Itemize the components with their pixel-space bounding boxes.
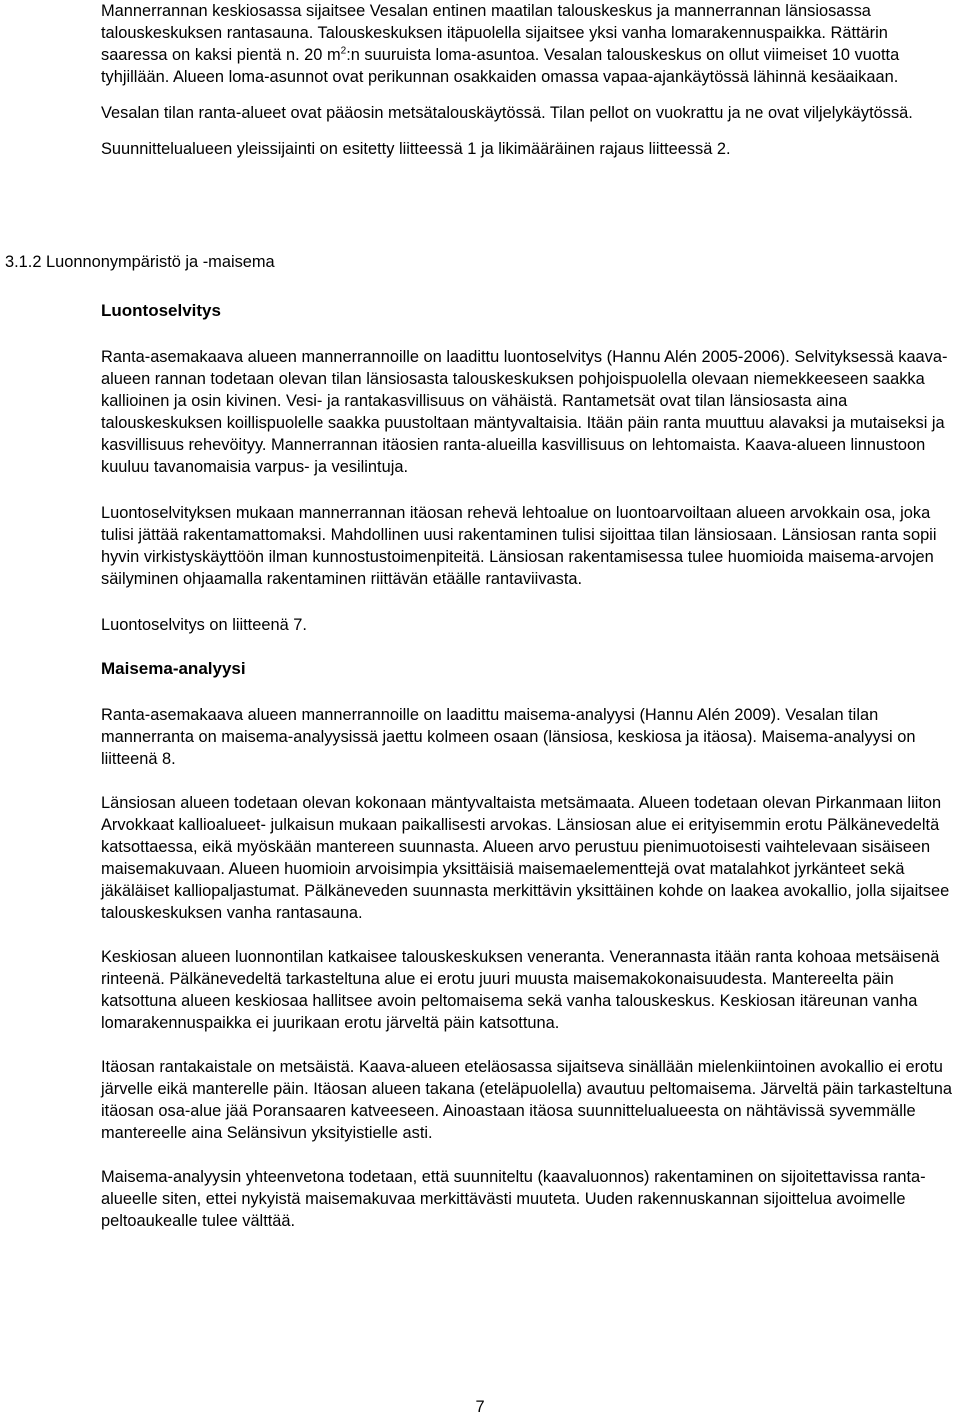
- section-body: [101, 300, 956, 1232]
- maisema-paragraph-1: Ranta-asemakaava alueen mannerrannoille on laadittu maisema-analyysi (Hannu Alén 2009). Vesalan tilan mannerranta on maisema-analyysissä jaettu kolmeen osaan (länsiosa, keskiosa ja itäosa). Maisema-analyysi on liitteenä 8.: [101, 706, 916, 768]
- intro-block: [101, 0, 956, 160]
- maisema-heading: Maisema-analyysi: [101, 659, 246, 678]
- intro-paragraph-1: Mannerrannan keskiosassa sijaitsee Vesalan entinen maatilan talouskeskus ja mannerrannan länsiosassa talouskeskuksen rantasauna. Talouskeskuksen itäpuolella sijaitsee yksi vanha lomarakennuspaikka. Rättärin saaressa on kaksi pientä n. 20 $m^2:n$ suuruista loma-asuntoa. Vesalan talouskeskus on ollut viimeiset 10 vuotta tyhjillään. Alueen loma-asunnot ovat perikunnan osakkaiden omassa vapaa-ajankäytössä lähinnä kesäaikaan.: [101, 2, 900, 86]
- maisema-paragraph-4: Itäosan rantakaistale on metsäistä. Kaava-alueen eteläosassa sijaitseva sinällään mielenkiintoinen avokallio ei erotu järvelle eikä manterelle päin. Itäosan alueen takana (eteläpuolella) avautuu peltomaisema. Järveltä päin tarkasteltuna itäosan osa-alue jää Poransaaren katveeseen. Ainoastaan itäosa suunnittelualueesta on nähtävissä syvemmälle mantereelle aina Selänsivun yksityistielle asti.: [101, 1058, 953, 1142]
- page-number: 7: [475, 1398, 485, 1416]
- luontoselvitys-heading: Luontoselvitys: [101, 301, 221, 320]
- luontoselvitys-paragraph-2: Luontoselvityksen mukaan mannerrannan itäosan rehevä lehtoalue on luontoarvoiltaan alueen arvokkain osa, joka tulisi jättää rakentamattomaksi. Mahdollinen uusi rakentaminen tulisi sijoittaa tilan länsiosaan. Länsiosan ranta sopii hyvin virkistyskäyttöön ilman kunnostustoimenpiteitä. Länsiosan rakentamisessa tulee huomioida maisema-arvojen säilyminen ohjaamalla rakentaminen riittävän etäälle rantaviivasta.: [101, 504, 937, 588]
- maisema-paragraph-2: Länsiosan alueen todetaan olevan kokonaan mäntyvaltaista metsämaata. Alueen todetaan olevan Pirkanmaan liiton Arvokkaat kallioalueet- julkaisun mukaan paikallisesti arvokas. Länsiosan alue ei erityisemmin erotu Pälkänevedeltä katsottaessa, eikä myöskään mantereen suunnasta. Alueen arvo perustuu pienimuotoisesti vaihtelevaan sisäiseen maisemakuvaan. Alueen huomioin arvoisimpia yksittäisiä maisemaelementtejä ovat matalahkot jyrkänteet sekä jäkäläiset kalliopaljastumat. Pälkäneveden suunnasta merkittävin yksittäinen kohde on laakea avokallio, jolla sijaitsee talouskeskuksen vanha rantasauna.: [101, 794, 950, 922]
- intro-paragraph-2: Vesalan tilan ranta-alueet ovat pääosin metsätalouskäytössä. Tilan pellot on vuokrattu ja ne ovat viljelykäytössä.: [101, 104, 913, 122]
- luontoselvitys-paragraph-3: Luontoselvitys on liitteenä 7.: [101, 616, 307, 634]
- maisema-paragraph-3: Keskiosan alueen luonnontilan katkaisee talouskeskuksen veneranta. Venerannasta itään ranta kohoaa metsäisenä rinteenä. Pälkänevedeltä tarkasteltuna alue ei erotu juuri muusta maisemakokonaisuudesta. Mantereelta päin katsottuna alueen keskiosaa hallitsee avoin peltomaisema sekä vanha talouskeskus. Keskiosan itäreunan vanha lomarakennuspaikka ei juurikaan erotu järveltä päin katsottuna.: [101, 948, 940, 1032]
- section-title: 3.1.2 Luonnonympäristö ja -maisema: [5, 253, 275, 271]
- intro-paragraph-3: Suunnittelualueen yleissijainti on esitetty liitteessä 1 ja likimääräinen rajaus liitteessä 2.: [101, 140, 731, 158]
- maisema-paragraph-5: Maisema-analyysin yhteenvetona todetaan, että suunniteltu (kaavaluonnos) rakentaminen on sijoitettavissa ranta-alueelle siten, ettei nykyistä maisemakuvaa merkittävästi muuteta. Uuden rakennuskannan sijoittelua avoimelle peltoaukealle tulee välttää.: [101, 1168, 926, 1230]
- luontoselvitys-paragraph-1: Ranta-asemakaava alueen mannerrannoille on laadittu luontoselvitys (Hannu Alén 2005-2006). Selvityksessä kaava-alueen rannan todetaan olevan tilan länsiosasta talouskeskuksen pohjoispuolella olevaan niemekkeeseen saakka kallioinen ja osin kivinen. Vesi- ja rantakasvillisuus on vähäistä. Rantametsät ovat tilan länsiosasta aina talouskeskuksen koillispuolelle saakka puustoltaan mäntyvaltaisia. Itään päin ranta muuttuu alavaksi ja mutaiseksi ja kasvillisuus rehevöityy. Mannerrannan itäosien ranta-alueilla kasvillisuus on lehtomaista. Kaava-alueen linnustoon kuuluu tavanomaisia varpus- ja vesilintuja.: [101, 348, 948, 476]
